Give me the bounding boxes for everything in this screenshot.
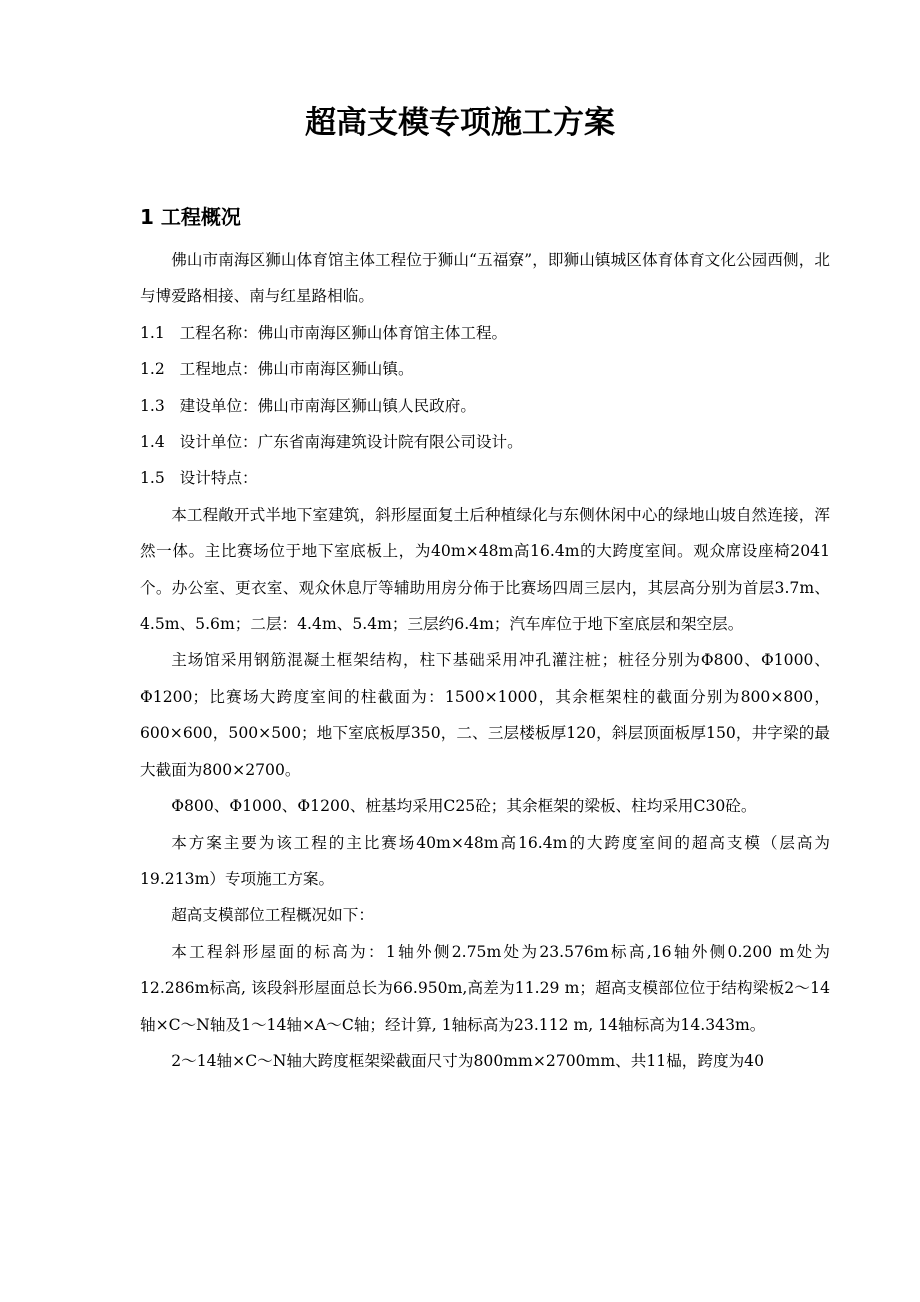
- paragraph-structure: 主场馆采用钢筋混凝土框架结构，柱下基础采用冲孔灌注桩；桩径分别为Φ800、Φ1000、Φ1200；比赛场大跨度室间的柱截面为：1500×1000，其余框架柱的截面分别为800×800，600×600，500×500；地下室底板厚350，二、三层楼板厚120，斜层顶面板厚150，井字梁的最大截面为800×2700。: [140, 651, 830, 779]
- document-body: [140, 242, 830, 1079]
- list-item: 1.1 工程名称：佛山市南海区狮山体育馆主体工程。: [140, 323, 508, 342]
- document-title: 超高支模专项施工方案: [305, 105, 615, 141]
- paragraph-overview-lead: 超高支模部位工程概况如下：: [171, 906, 374, 925]
- paragraph-frame-beams: 2～14轴×C～N轴大跨度框架梁截面尺寸为800mm×2700mm、共11榀，跨度为40: [171, 1051, 765, 1070]
- paragraph-elevations: 本工程斜形屋面的标高为：1轴外侧2.75m处为23.576m标高,16轴外侧0.200 m处为12.286m标高, 该段斜形屋面总长为66.950m,高差为11.29 m；超高支模部位位于结构梁板2～14轴×C～N轴及1～14轴×A～C轴；经计算, 1轴标高为23.112 m, 14轴标高为14.343m。: [140, 942, 830, 1034]
- paragraph-intro: 佛山市南海区狮山体育馆主体工程位于狮山“五福寮”，即狮山镇城区体育体育文化公园西侧，北与博爱路相接、南与红星路相临。: [140, 251, 830, 306]
- list-item: 1.2 工程地点：佛山市南海区狮山镇。: [140, 360, 414, 379]
- paragraph-concrete: Φ800、Φ1000、Φ1200、桩基均采用C25砼；其余框架的梁板、柱均采用C30砼。: [171, 797, 757, 816]
- paragraph-design-features: 本工程敞开式半地下室建筑，斜形屋面复土后种植绿化与东侧休闲中心的绿地山坡自然连接，浑然一体。主比赛场位于地下室底板上，为40m×48m高16.4m的大跨度室间。观众席设座椅2041个。办公室、更衣室、观众休息厅等辅助用房分佈于比赛场四周三层内，其层高分别为首层3.7m、4.5m、5.6m；二层：4.4m、5.4m；三层约6.4m；汽车库位于地下室底层和架空层。: [140, 505, 830, 634]
- list-item: 1.3 建设单位：佛山市南海区狮山镇人民政府。: [140, 396, 476, 415]
- paragraph-scope: 本方案主要为该工程的主比赛场40m×48m高16.4m的大跨度室间的超高支模（层高为19.213m）专项施工方案。: [140, 833, 830, 888]
- list-item: 1.4 设计单位：广东省南海建筑设计院有限公司设计。: [140, 433, 523, 452]
- section-heading: 1 工程概况: [140, 205, 241, 229]
- list-item: 1.5 设计特点：: [140, 469, 258, 488]
